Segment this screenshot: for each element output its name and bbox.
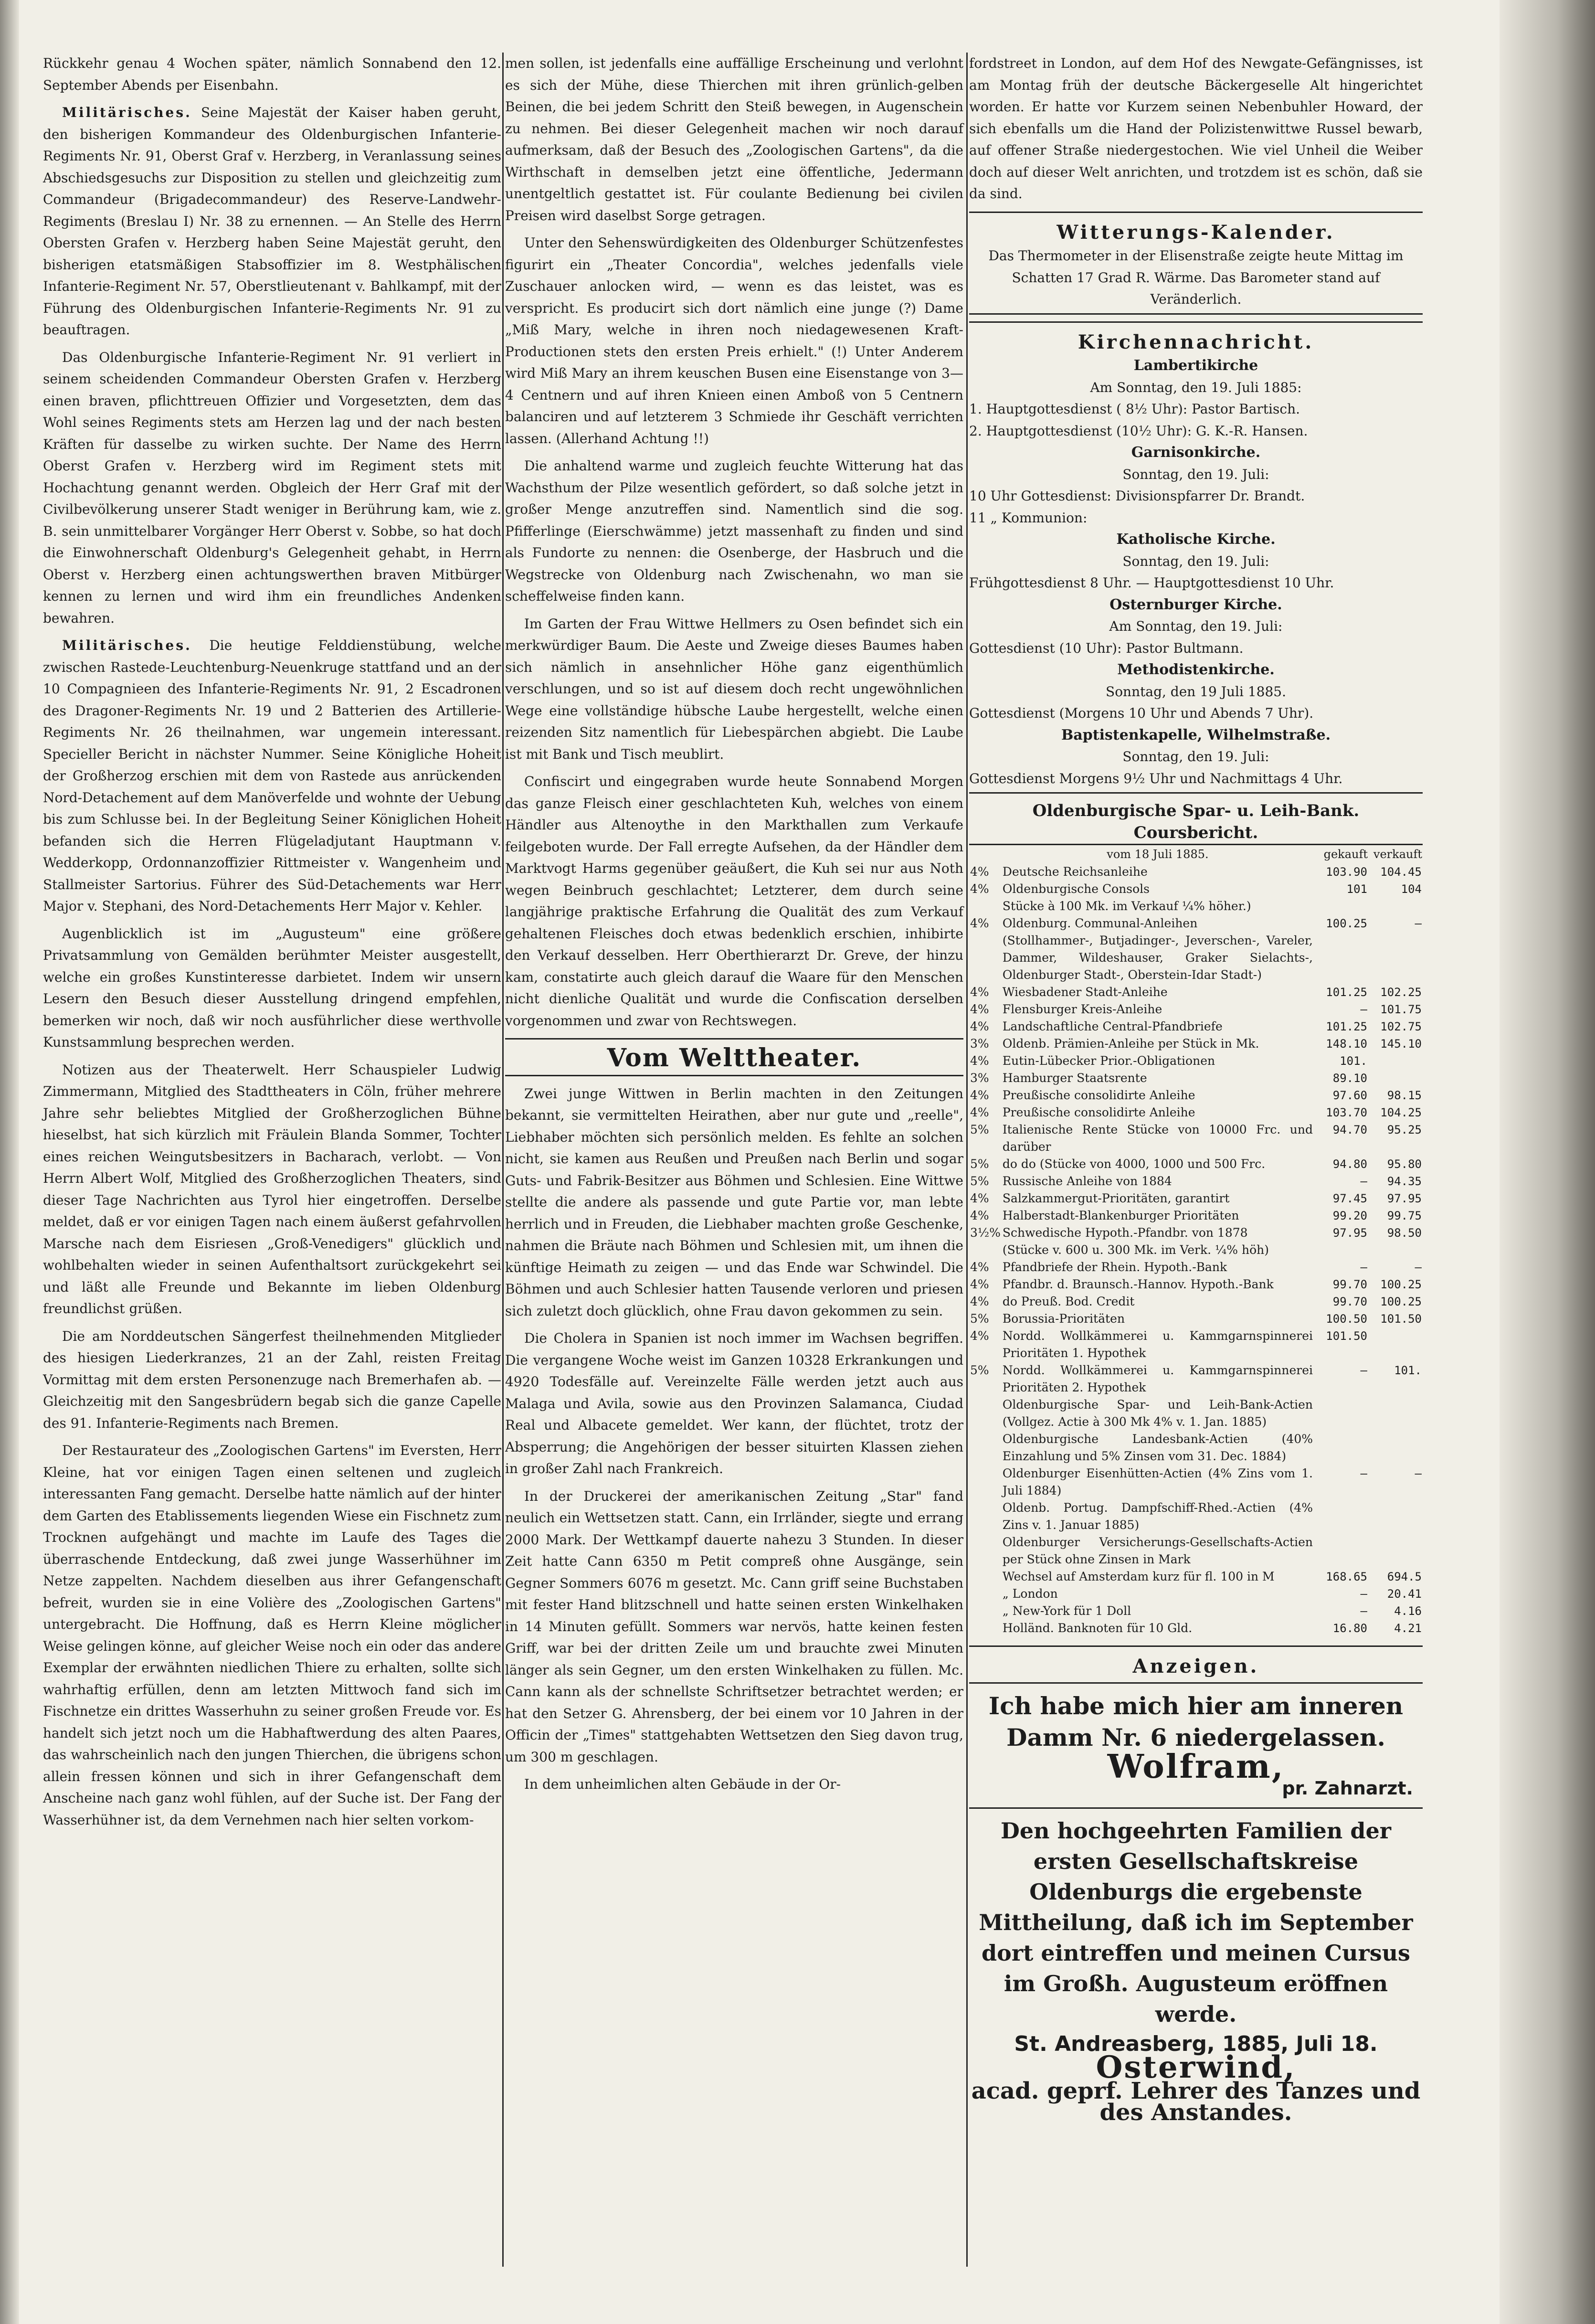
bid-cell: 101 [1346, 882, 1367, 896]
bid-cell: — [1360, 1467, 1367, 1480]
bid-cell [1314, 1534, 1368, 1568]
table-row [969, 1465, 1423, 1499]
ask-cell: — [1415, 1261, 1422, 1274]
ask-cell: 104.45 [1380, 865, 1422, 879]
bid-cell: 94.70 [1332, 1123, 1367, 1136]
ad-tanzlehrer-name: Osterwind, [1096, 2049, 1296, 2085]
rate-cell: 4% [970, 882, 989, 896]
heading-militaerisches-2: Militärisches. [62, 637, 192, 653]
security-cell: Oldenb. Prämien-Anleihe per Stück in Mk. [1002, 1037, 1259, 1051]
table-row [969, 1052, 1423, 1070]
security-cell: Schwedische Hypoth.-Pfandbr. von 1878 [1002, 1226, 1248, 1240]
table-row [969, 984, 1423, 1001]
security-cell: Preußische consolidirte Anleihe [1002, 1088, 1195, 1102]
table-row [969, 1224, 1423, 1242]
section-kirchennachricht [969, 321, 1423, 794]
church-line: 2. Hauptgottesdienst (10½ Uhr): G. K.-R. Hansen. [969, 423, 1308, 439]
security-cell: Borussia-Prioritäten [1002, 1312, 1125, 1326]
table-row [969, 1070, 1423, 1087]
article-zoo: Der Restaurateur des „Zoologischen Gartens" im Eversten, Herr Kleine, hat vor einigen Tagen einen seltenen und zugleich interessanten Fang gemacht. Derselbe hatte nämlich auf der hinter dem Garten des Etablissements liegenden Wiese ein Fischnetz zum Trocknen aufgehängt und machte im Laufe des Tages die überraschende Entdeckung, daß zwei junge Wasserhühner im Netze zappelten. Nachdem dieselben aus ihrer Gefangenschaft befreit, wurden sie in eine Volière des „Zoologischen Gartens" untergebracht. Die Hoffnung, daß es Herrn Kleine möglicher Weise gelingen könne, auf gleicher Weise noch ein oder das andere Exemplar der erwähnten niedlichen Thiere zu erhalten, sollte sich wahrhaftig erfüllen, denn am letzten Mittwoch fand sich im Fischnetze ein drittes Wasserhuhn zu seiner großen Freude vor. Es handelt sich jetzt noch um die Habhaftwerdung des alten Paares, das wahrscheinlich nach den jungen Thierchen, die übrigens schon allein fressen können und sich in ihrer Gefangenschaft dem Anscheine nach ganz wohl fühlen, auf der Suche ist. Der Fang der Wasserhühner ist, da dem Vernehmen nach hier selten vorkom- [43, 1443, 501, 1828]
bid-cell [1314, 1242, 1368, 1259]
column-2 [505, 53, 963, 2267]
table-row [969, 1293, 1423, 1310]
rate-cell [969, 1396, 1002, 1431]
church-line: 1. Hauptgottesdienst ( 8½ Uhr): Pastor Bartisch. [969, 401, 1300, 417]
bid-cell: 97.60 [1332, 1089, 1367, 1102]
ask-cell: 101.75 [1380, 1003, 1422, 1016]
ask-cell: 694.5 [1387, 1570, 1422, 1583]
ask-cell [1368, 1499, 1423, 1534]
security-cell: Oldenburger Versicherungs-Gesellschafts-Actien per Stück ohne Zinsen in Mark [1002, 1535, 1313, 1566]
bid-cell: — [1360, 1604, 1367, 1618]
bid-cell: 100.25 [1326, 917, 1367, 930]
rate-cell [969, 1499, 1002, 1534]
ad-zahnarzt-text: Ich habe mich hier am inneren Damm Nr. 6 niedergelassen. [988, 1691, 1404, 1751]
security-cell: Wiesbadener Stadt-Anleihe [1002, 985, 1168, 999]
ask-cell: 4.21 [1394, 1622, 1422, 1635]
table-row [969, 932, 1423, 984]
bid-cell: 103.70 [1326, 1106, 1367, 1119]
security-cell: Oldenburgische Spar- und Leih-Bank-Actien (Vollgez. Actie à 300 Mk 4% v. 1. Jan. 1885) [1002, 1398, 1313, 1429]
rate-cell: 4% [970, 1329, 989, 1343]
rate-cell: 4% [970, 1088, 989, 1102]
rate-cell: 4% [970, 1191, 989, 1205]
heading-coursbericht: Oldenburgische Spar- u. Leih-Bank. Coursbericht. [969, 800, 1423, 845]
security-cell: Italienische Rente Stücke von 10000 Frc. und darüber [1002, 1123, 1313, 1154]
column-3 [969, 53, 1423, 2267]
header-gekauft: gekauft [1323, 848, 1368, 861]
security-cell: Holländ. Banknoten für 10 Gld. [1002, 1621, 1193, 1635]
ask-cell: 94.35 [1387, 1175, 1422, 1188]
ask-cell [1368, 1431, 1423, 1465]
article-druckerei: In der Druckerei der amerikanischen Zeitung „Star" fand neulich ein Wettsetzen statt. Cann, ein Irrländer, siegte und errang 2000 Mark. Der Wettkampf dauerte nahezu 3 Stunden. In dieser Zeit hatte Cann 6350 m Petit compreß ohne Ausgänge, sein Gegner Sommers 6076 m gesetzt. Mc. Cann griff seine Buchstaben mit fester Hand blitzschnell und hatte seinen ersten Winkelhaken in 14 Minuten gefüllt. Sommers war nervös, hatte keinen festen Griff, war bei der dritten Zeile um und brauchte zwei Minuten länger als sein Gegner, um den ersten Winkelhaken zu füllen. Mc. Cann kann als der schnellste Schriftsetzer betrachtet werden; er hat den Setzer G. Ahrensberg, der bei einem vor 10 Jahren in der Officin der „Times" stattgehabten Wettsetzen den Sieg davon trug, um 300 m geschlagen. [505, 1488, 963, 1765]
bid-cell [1314, 1499, 1368, 1534]
column-rule-1 [502, 53, 504, 2267]
rate-cell: 3½% [970, 1226, 1001, 1240]
table-row [969, 881, 1423, 898]
article-cholera: Die Cholera in Spanien ist noch immer im Wachsen begriffen. Die vergangene Woche weist im Ganzen 10328 Erkrankungen und 4920 Todesfälle auf. Vereinzelte Fälle werden jetzt auch aus Malaga und Avila, sowie aus den Provinzen Salamanca, Ciudad Real und Albacete gemeldet. Wer kann, der flüchtet, trotz der Absperrung; die Angehörigen der besser situirten Klassen ziehen in großer Zahl nach Frankreich. [505, 1330, 963, 1476]
bid-cell: — [1360, 1003, 1367, 1016]
ad-zahnarzt [969, 1690, 1423, 1809]
ad-tanzlehrer-place: St. Andreasberg, 1885, Juli 18. [1014, 2031, 1378, 2056]
rate-cell: 5% [970, 1123, 989, 1136]
rate-cell [969, 1585, 1002, 1602]
rate-cell: 4% [970, 1260, 989, 1274]
rate-cell: 4% [970, 1054, 989, 1068]
bid-cell: 99.70 [1332, 1278, 1367, 1291]
ask-cell: 104 [1401, 882, 1422, 896]
section-welttheater [505, 1038, 963, 1076]
security-cell: (Stollhammer-, Butjadinger-, Jeverschen-, Vareler, Dammer, Wildeshauser, Graker Sielachts-, Oldenburger Stadt-, Oberstein-Idar Stadt-) [1002, 934, 1313, 982]
bid-cell: 99.20 [1332, 1209, 1367, 1222]
table-row [969, 915, 1423, 932]
rate-cell: 5% [970, 1157, 989, 1171]
section-anzeigen [969, 1645, 1423, 1684]
bid-cell: 101.25 [1326, 1020, 1367, 1033]
rate-cell: 5% [970, 1363, 989, 1377]
bid-cell [1314, 1431, 1368, 1465]
bid-cell: 103.90 [1326, 865, 1367, 879]
column-rule-2 [966, 53, 968, 2267]
bid-cell: 97.95 [1332, 1226, 1367, 1240]
bid-cell: — [1360, 1261, 1367, 1274]
security-cell: Deutsche Reichsanleihe [1002, 865, 1148, 879]
heading-anzeigen: Anzeigen. [1132, 1655, 1259, 1677]
rate-cell [969, 1602, 1002, 1620]
ask-cell: 4.16 [1394, 1604, 1422, 1618]
bid-cell: — [1360, 1175, 1367, 1188]
ask-cell: 95.80 [1387, 1157, 1422, 1171]
security-cell: Nordd. Wollkämmerei u. Kammgarnspinnerei Prioritäten 2. Hypothek [1002, 1363, 1313, 1394]
ask-cell: — [1415, 1467, 1422, 1480]
article-pilze: Die anhaltend warme und zugleich feuchte Witterung hat das Wachsthum der Pilze wesentlich gefördert, so daß solche jetzt in großer Menge anzutreffen sind. Namentlich sind die sog. Pfifferlinge (Eierschwämme) jetzt massenhaft zu finden und sind als Fundorte zu nennen: die Osenberge, der Hasbruch und die Wegstrecke von Oldenburg nach Zwischenahn, wo man sie scheffelweise finden kann. [505, 458, 963, 604]
church-line: Am Sonntag, den 19. Juli 1885: [1090, 379, 1302, 395]
security-cell: „ New-York für 1 Doll [1002, 1604, 1131, 1618]
security-cell: Oldenb. Portug. Dampfschiff-Rhed.-Actien (4% Zins v. 1. Januar 1885) [1002, 1501, 1313, 1532]
ask-cell: 101.50 [1380, 1312, 1422, 1326]
bid-cell [1314, 932, 1368, 984]
church-line: Gottesdienst (10 Uhr): Pastor Bultmann. [969, 640, 1244, 656]
ask-cell: 20.41 [1387, 1587, 1422, 1601]
ask-cell: 98.15 [1387, 1089, 1422, 1102]
ask-cell [1368, 898, 1423, 915]
table-row [969, 1035, 1423, 1052]
article-militaer-2-text: Die heutige Felddienstübung, welche zwischen Rastede-Leuchtenburg-Neuenkruge stattfand und an der 10 Compagnieen des Infanterie-Regiments Nr. 91, 2 Escadronen des Dragoner-Regiments Nr. 19 und 2 Batterien des Artillerie-Regiments Nr. 26 theilnahmen, war ungemein interessant. Specieller Bericht in nächster Nummer. Seine Königliche Hoheit der Großherzog erschien mit dem von Rastede aus anrückenden Nord-Detachement auf dem Manöverfelde und wohnte der Uebung bis zum Schlusse bei. In der Begleitung Seiner Königlichen Hoheit befanden sich die Herren Flügeladjutant Hauptmann v. Wedderkopp, Ordonnanzoffizier Rittmeister v. Wangenheim und Stallmeister Sartorius. Führer des Süd-Detachements war Herr Major v. Stephani, des Nord-Detachements Herr Major v. Kehler. [43, 637, 501, 914]
ad-zahnarzt-name: Wolfram, [1107, 1747, 1285, 1786]
rate-cell: 5% [970, 1174, 989, 1188]
church-line: Gottesdienst Morgens 9½ Uhr und Nachmittags 4 Uhr. [969, 770, 1343, 786]
bid-cell: 16.80 [1332, 1622, 1367, 1635]
bid-cell: 101. [1340, 1054, 1367, 1068]
table-row [969, 1190, 1423, 1207]
bid-cell: 94.80 [1332, 1157, 1367, 1171]
ask-cell [1368, 1396, 1423, 1431]
bid-cell: — [1360, 1364, 1367, 1377]
table-row [969, 1431, 1423, 1465]
table-row [969, 1259, 1423, 1276]
church-line: Frühgottesdienst 8 Uhr. — Hauptgottesdienst 10 Uhr. [969, 575, 1334, 591]
bid-cell: — [1360, 1587, 1367, 1601]
rate-cell: 3% [970, 1037, 989, 1051]
exchange-rate-table [969, 845, 1423, 1637]
security-cell: Flensburger Kreis-Anleihe [1002, 1002, 1162, 1016]
table-row [969, 1620, 1423, 1637]
ask-cell [1368, 932, 1423, 984]
article-baum: Im Garten der Frau Wittwe Hellmers zu Osen befindet sich ein merkwürdiger Baum. Die Aeste und Zweige dieses Baumes haben sich nämlich in ansehnlicher Höhe ganz eigenthümlich verschlungen, und so ist auf diesem doch recht ungewöhnlichen Wege eine vollständige hübsche Laube hergestellt, welche einen reizenden Sitz namentlich für Liebespärchen abgiebt. Die Laube ist mit Bank und Tisch meublirt. [505, 615, 963, 762]
heading-kirchennachricht: Kirchennachricht. [1077, 330, 1314, 353]
church-list [969, 355, 1423, 789]
bid-cell: 148.10 [1326, 1037, 1367, 1051]
table-row [969, 1156, 1423, 1173]
table-row [969, 1396, 1423, 1431]
heading-militaerisches-1: Militärisches. [62, 105, 192, 120]
security-cell: Oldenburgische Consols [1002, 882, 1150, 896]
table-row [969, 1104, 1423, 1121]
bid-cell: 99.70 [1332, 1295, 1367, 1308]
church-line: Baptistenkapelle, Wilhelmstraße. [1061, 726, 1331, 743]
table-row [969, 1310, 1423, 1327]
security-cell: Preußische consolidirte Anleihe [1002, 1105, 1195, 1119]
article-return-note: Rückkehr genau 4 Wochen später, nämlich Sonnabend den 12. September Abends per Eisenbahn. [43, 55, 501, 93]
article-theaterwelt: Notizen aus der Theaterwelt. Herr Schauspieler Ludwig Zimmermann, Mitglied des Stadttheaters in Cöln, früher mehrere Jahre sehr beliebtes Mitglied der Großherzoglichen Bühne hieselbst, hat sich kürzlich mit Fräulein Blanda Sommer, Tochter eines reichen Weingutsbesitzers in Bacharach, verlobt. — Von Herrn Albert Wolf, Mitglied des Großherzoglichen Theaters, sind dieser Tage Nachrichten aus Tyrol hier eingetroffen. Derselbe meldet, daß er vor einigen Tagen nach einem äußerst gefahrvollen Marsche nach dem Eisriesen „Groß-Venedigers" glücklich und wohlbehalten wieder in seinen Aufenthaltsort zurückgekehrt sei und läßt alle Freunde und Bekannte im lieben Oldenburg freundlichst grüßen. [43, 1061, 501, 1316]
security-cell: Stücke à 100 Mk. im Verkauf ¼% höher.) [1002, 899, 1251, 913]
ask-cell: — [1415, 917, 1422, 930]
church-line: Katholische Kirche. [1116, 531, 1276, 548]
ad-zahnarzt-title: pr. Zahnarzt. [1282, 1778, 1413, 1799]
rate-cell [969, 1568, 1002, 1585]
ask-cell: 95.25 [1387, 1123, 1422, 1136]
rate-cell: 3% [970, 1071, 989, 1085]
rate-cell: 5% [970, 1312, 989, 1326]
security-cell: Oldenburgische Landesbank-Actien (40% Einzahlung und 5% Zinsen vom 31. Dec. 1884) [1002, 1432, 1313, 1463]
article-gemaelde: Augenblicklich ist im „Augusteum" eine größere Privatsammlung von Gemälden berühmter Meister ausgestellt, welche ein großes Kunstinteresse darbietet. Indem wir unsern Lesern den Besuch dieser Ausstellung dringend empfehlen, bemerken wir noch, daß wir noch ausführlicher diese werthvolle Kunstsammlung besprechen werden. [43, 925, 501, 1050]
column-1 [43, 53, 501, 2267]
table-row [969, 898, 1423, 915]
table-row [969, 1001, 1423, 1018]
security-cell: Hamburger Staatsrente [1002, 1071, 1147, 1085]
security-cell: Nordd. Wollkämmerei u. Kammgarnspinnerei Prioritäten 1. Hypothek [1002, 1329, 1313, 1360]
table-row [969, 1121, 1423, 1156]
church-line: 10 Uhr Gottesdienst: Divisionspfarrer Dr. Brandt. [969, 488, 1305, 504]
church-line: Osternburger Kirche. [1109, 596, 1282, 613]
security-cell: Russische Anleihe von 1884 [1002, 1174, 1172, 1188]
ask-cell [1368, 1070, 1423, 1087]
heading-witterungs-kalender: Witterungs-Kalender. [1056, 221, 1335, 244]
table-row [969, 1276, 1423, 1293]
ad-tanzlehrer-text: Den hochgeehrten Familien der ersten Gesellschaftskreise Oldenburgs die ergebenste Mittheilung, daß ich im September dort eintreffen und meinen Cursus im Großh. Augusteum eröffnen werde. [979, 1817, 1413, 2027]
church-line: Garnisonkirche. [1131, 444, 1261, 461]
ask-cell: 102.75 [1380, 1020, 1422, 1033]
church-line: Sonntag, den 19 Juli 1885. [1106, 683, 1286, 700]
ask-cell: 98.50 [1387, 1226, 1422, 1240]
church-line: Methodistenkirche. [1117, 661, 1275, 678]
ask-cell [1368, 1327, 1423, 1362]
security-cell: Halberstadt-Blankenburger Prioritäten [1002, 1209, 1239, 1222]
ask-cell [1368, 1052, 1423, 1070]
article-militaer-1-text: Seine Majestät der Kaiser haben geruht, den bisherigen Kommandeur des Oldenburgischen Infanterie-Regiments Nr. 91, Oberst Graf v. Herzberg, in Veranlassung seines Abschiedsgesuchs zur Disposition zu stellen und gleichzeitig zum Commandeur (Brigadecommandeur) des Reserve-Landwehr-Regiments (Breslau I) Nr. 38 zu ernennen. — An Stelle des Herrn Obersten Grafen v. Herzberg haben Seine Majestät geruht, den bisherigen etatsmäßigen Stabsoffizier im 8. Westphälischen Infanterie-Regiment Nr. 57, Oberstlieutenant v. Bahlkampf, mit der Führung des Oldenburgischen Infanterie-Regiments Nr. 91 zu beauftragen. [43, 105, 501, 338]
ask-cell: 101. [1394, 1364, 1422, 1377]
table-header-row [969, 845, 1423, 863]
table-row [969, 1242, 1423, 1259]
rate-cell: 4% [970, 916, 989, 930]
rate-cell: 4% [970, 1277, 989, 1291]
bid-cell: 101.25 [1326, 986, 1367, 999]
ask-cell [1368, 1534, 1423, 1568]
rate-cell [969, 1534, 1002, 1568]
rate-cell: 4% [970, 1209, 989, 1222]
ask-cell [1368, 1242, 1423, 1259]
rate-cell: 4% [970, 1002, 989, 1016]
weather-report: Das Thermometer in der Elisenstraße zeigte heute Mittag im Schatten 17 Grad R. Wärme. Das Barometer stand auf Veränderlich. [988, 248, 1404, 307]
ask-cell: 104.25 [1380, 1106, 1422, 1119]
header-verkauft: verkauft [1373, 848, 1422, 861]
rate-cell [969, 898, 1002, 915]
ask-cell: 100.25 [1380, 1295, 1422, 1308]
table-row [969, 1499, 1423, 1534]
church-line: Sonntag, den 19. Juli: [1122, 553, 1269, 569]
table-row [969, 1362, 1423, 1396]
ask-cell: 145.10 [1380, 1037, 1422, 1051]
article-saengerfest: Die am Norddeutschen Sängerfest theilnehmenden Mitglieder des hiesigen Liederkranzes, 21 an der Zahl, reisten Freitag Vormittag mit dem ersten Personenzuge nach Bremerhafen ab. — Gleichzeitig mit den Sangesbrüdern begab sich die ganze Capelle des 91. Infanterie-Regiments nach Bremen. [43, 1328, 501, 1431]
security-cell: Salzkammergut-Prioritäten, garantirt [1002, 1191, 1230, 1205]
rate-cell: 4% [970, 1019, 989, 1033]
church-line: Lambertikirche [1133, 357, 1258, 374]
security-cell: „ London [1002, 1587, 1058, 1601]
rate-cell [969, 932, 1002, 984]
table-row [969, 863, 1423, 881]
rate-cell: 4% [970, 865, 989, 879]
security-cell: Landschaftliche Central-Pfandbriefe [1002, 1019, 1223, 1033]
article-gebaeude: In dem unheimlichen alten Gebäude in der Or- [524, 1776, 841, 1792]
table-row [969, 1207, 1423, 1224]
bid-cell: 101.50 [1326, 1329, 1367, 1343]
table-row [969, 1585, 1423, 1602]
table-row [969, 1327, 1423, 1362]
rate-cell [969, 1242, 1002, 1259]
ad-tanzlehrer [969, 1809, 1423, 2124]
security-cell: Wechsel auf Amsterdam kurz für fl. 100 in M [1002, 1570, 1275, 1583]
security-cell: do Preuß. Bod. Credit [1002, 1295, 1135, 1308]
rate-cell [969, 1431, 1002, 1465]
article-militaer-2 [43, 635, 501, 917]
table-row [969, 1018, 1423, 1035]
church-line: Sonntag, den 19. Juli: [1122, 466, 1269, 482]
article-zoo-cont: men sollen, ist jedenfalls eine auffällige Erscheinung und verlohnt es sich der Mühe, diese Thierchen mit ihren grünlich-gelben Beinen, die bei jedem Schritt den Steiß bewegen, in Augenschein zu nehmen. Bei dieser Gelegenheit machen wir noch darauf aufmerksam, daß der Besuch des „Zoologischen Gartens", da die Wirthschaft in demselben jetzt eine öffentliche, Jedermann unentgeltlich gestattet ist. Für coulante Bedienung bei civilen Preisen wird daselbst Sorge getragen. [505, 55, 963, 223]
security-cell: Oldenburg. Communal-Anleihen [1002, 916, 1198, 930]
article-militaer-1 [43, 102, 501, 341]
security-cell: Pfandbriefe der Rhein. Hypoth.-Bank [1002, 1260, 1227, 1274]
security-cell: do do (Stücke von 4000, 1000 und 500 Frc. [1002, 1157, 1266, 1171]
article-regiment: Das Oldenburgische Infanterie-Regiment Nr. 91 verliert in seinem scheidenden Commandeur Obersten Grafen v. Herzberg einen braven, pflichttreuen Offizier und Vorgesetzten, dem das Wohl seines Regiments stets am Herzen lag und der nach besten Kräften für dasselbe zu wirken suchte. Der Name des Herrn Oberst Grafen v. Herzberg wird im Regiment stets mit Hochachtung genannt werden. Obgleich der Herr Graf mit der Civilbevölkerung unserer Stadt weniger in Berührung kam, wie z. B. sein unmittelbarer Vorgänger Herr Oberst v. Sobbe, so hat doch die Einwohnerschaft Oldenburg's Gelegenheit gehabt, in Herrn Oberst v. Herzberg einen achtungswerthen braven Mitbürger kennen zu lernen und wird ihm ein freundliches Andenken bewahren. [43, 349, 501, 626]
rate-cell [969, 1465, 1002, 1499]
bid-cell: 100.50 [1326, 1312, 1367, 1326]
bid-cell: 89.10 [1332, 1072, 1367, 1085]
ask-cell: 97.95 [1387, 1192, 1422, 1205]
article-schuetzenfest: Unter den Sehenswürdigkeiten des Oldenburger Schützenfestes figurirt ein „Theater Concordia", welches jedenfalls viele Zuschauer anlocken wird, — wenn es das leistet, was es verspricht. Es producirt sich dort nämlich eine junge (?) Dame „Miß Mary, welche in ihren noch niedagewesenen Kraft-Productionen stets den ersten Preis erhielt." (!) Unter Anderem wird Miß Mary an ihrem keuschen Busen eine Eisenstange von 3—4 Centnern und auf ihren Knieen einen Amboß von 5 Centnern balanciren und auf letzterem 3 Schmiede ihr Geschäft verrichten lassen. (Allerhand Achtung !!) [505, 235, 963, 446]
table-row [969, 1568, 1423, 1585]
security-cell: (Stücke v. 600 u. 300 Mk. im Verk. ¼% höh) [1002, 1243, 1269, 1257]
article-confiscirt: Confiscirt und eingegraben wurde heute Sonnabend Morgen das ganze Fleisch einer geschlachteten Kuh, welches von einem Händler aus Altenoythe in den Markthallen zum Verkaufe feilgeboten wurde. Der Fall erregte Aufsehen, da der Händler dem Marktvogt Harms gegenüber geäußert, die Kuh sei nur aus Noth wegen Beinbruch geschlachtet; Letzterer, dem durch seine langjährige praktische Erfahrung die Qualität des zum Verkauf gehaltenen Fleisches doch etwas bedenklich erschien, inhibirte den Verkauf desselben. Herr Oberthierarzt Dr. Greve, der hinzu kam, constatirte auch gleich darauf die Waare für den Menschen nicht dienliche Qualität und wurde die Confiscation derselben vorgenommen und zwar von Rechtswegen. [505, 774, 963, 1029]
ask-cell: 100.25 [1380, 1278, 1422, 1291]
bid-cell [1314, 1396, 1368, 1431]
church-line: 11 „ Kommunion: [969, 509, 1088, 526]
section-coursbericht [969, 800, 1423, 1637]
table-row [969, 1534, 1423, 1568]
rate-cell: 4% [970, 985, 989, 999]
table-row [969, 1602, 1423, 1620]
rate-cell: 4% [970, 1295, 989, 1308]
church-line: Gottesdienst (Morgens 10 Uhr und Abends 7 Uhr). [969, 705, 1314, 721]
heading-welttheater: Vom Welttheater. [607, 1043, 862, 1072]
security-cell: Oldenburger Eisenhütten-Actien (4% Zins vom 1. Juli 1884) [1002, 1466, 1313, 1497]
rate-cell: 4% [970, 1105, 989, 1119]
rate-cell [969, 1620, 1002, 1637]
table-row [969, 1087, 1423, 1104]
article-london: fordstreet in London, auf dem Hof des Newgate-Gefängnisses, ist am Montag früh der deutsche Bäckergeselle Alt hingerichtet worden. Er hatte vor Kurzem seinen Nebenbuhler Howard, der sich ebenfalls um die Hand der Polizistenwittwe Russel bewarb, auf offener Straße niedergestochen. Wie viel Unheil die Weiber doch auf dieser Welt anrichten, und trotzdem ist es schön, daß sie da sind. [969, 55, 1423, 202]
bid-cell [1314, 898, 1368, 915]
bid-cell: 168.65 [1326, 1570, 1367, 1583]
security-cell: Eutin-Lübecker Prior.-Obligationen [1002, 1054, 1215, 1068]
article-wittwen: Zwei junge Wittwen in Berlin machten in den Zeitungen bekannt, sie vermittelten Heirathen, aber nur gute und „reelle", Liebhaber möchten sich persönlich melden. Es fehlte an solchen nicht, sie kamen aus Reußen und Preußen nach Berlin und sogar Guts- und Fabrik-Besitzer aus Böhmen und Schlesien. Eine Wittwe stellte die andere als passende und gute Partie vor, man lebte herrlich und in Freuden, die Liebhaber machten große Geschenke, nahmen die Bräute nach Böhmen und Schlesien mit, um ihnen die künftige Heimath zu zeigen — und das Ende war Schwindel. Die Böhmen und auch Schlesier hatten Tausende verloren und priesen sich zuletzt doch glücklich, ohne Frau davon gekommen zu sein. [505, 1085, 963, 1319]
page-edge [1500, 0, 1595, 2324]
binding-shadow [0, 0, 19, 2324]
section-witterung [969, 212, 1423, 315]
security-cell: Pfandbr. d. Braunsch.-Hannov. Hypoth.-Bank [1002, 1277, 1274, 1291]
ask-cell: 99.75 [1387, 1209, 1422, 1222]
church-line: Sonntag, den 19. Juli: [1122, 749, 1269, 764]
ad-tanzlehrer-title: acad. geprf. Lehrer des Tanzes und des Anstandes. [971, 2077, 1421, 2126]
ask-cell: 102.25 [1380, 986, 1422, 999]
table-row [969, 1173, 1423, 1190]
kurs-date: vom 18 Juli 1885. [1107, 848, 1209, 861]
bid-cell: 97.45 [1332, 1192, 1367, 1205]
church-line: Am Sonntag, den 19. Juli: [1109, 618, 1283, 634]
